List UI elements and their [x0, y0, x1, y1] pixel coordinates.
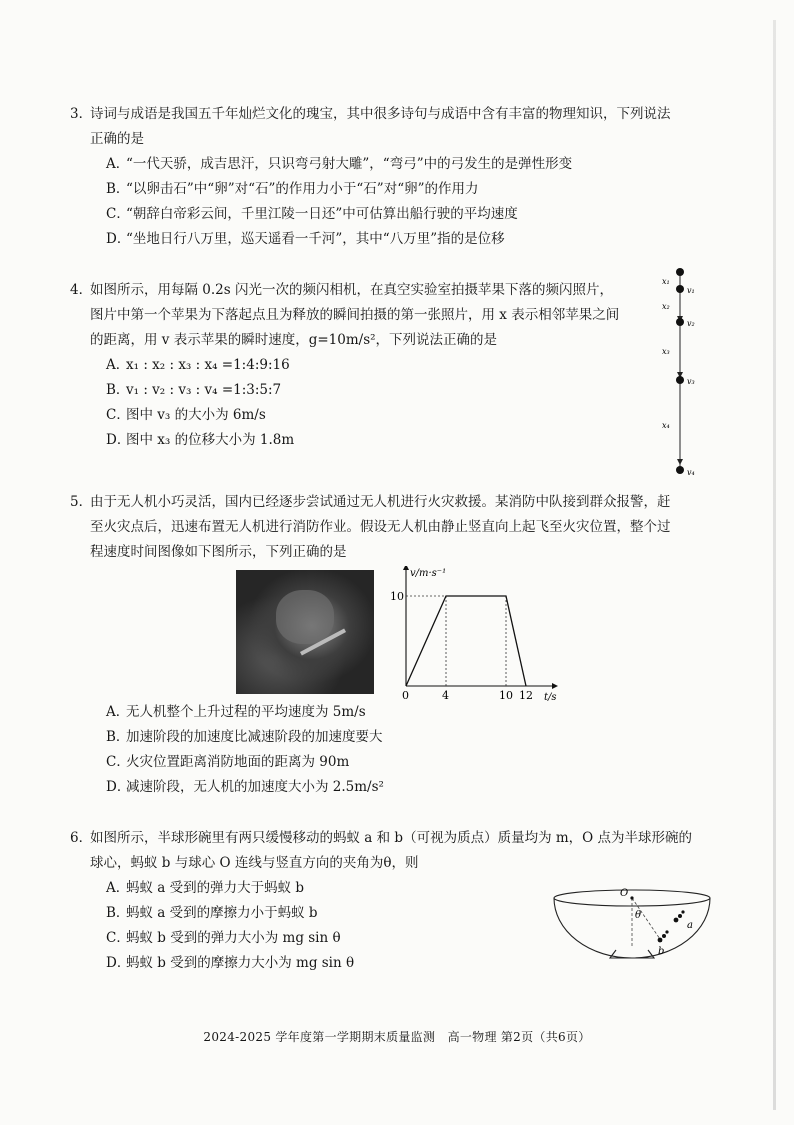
option-label: D． — [106, 432, 131, 448]
option-c — [70, 202, 710, 227]
stem-line: 如图所示，用每隔 0.2s 闪光一次的频闪相机，在真空实验室拍摄苹果下落的频闪照片， — [90, 282, 613, 298]
apple-icon — [676, 285, 684, 293]
option-text: “朝辞白帝彩云间，千里江陵一日还”中可估算出船行驶的平均速度 — [126, 206, 518, 222]
option-label: C． — [106, 206, 130, 222]
option-text: 减速阶段，无人机的加速度大小为 2.5m/s² — [126, 779, 384, 795]
option-c — [70, 750, 710, 775]
x-axis-label: t/s — [544, 692, 557, 702]
x-tick-label: 0 — [402, 689, 409, 702]
question-4-stem — [70, 278, 650, 353]
x-tick-label: 10 — [499, 689, 513, 702]
apple-icon — [676, 268, 684, 276]
option-a — [70, 353, 650, 378]
stem-line: 如图所示，半球形碗里有两只缓慢移动的蚂蚁 a 和 b（可视为质点）质量均为 m，O 点为半球形碗的 — [90, 830, 693, 846]
option-text: 蚂蚁 a 受到的摩擦力小于蚂蚁 b — [126, 905, 318, 921]
label-v1: v₁ — [687, 286, 695, 295]
question-5-options — [70, 700, 710, 800]
question-number: 5． — [70, 494, 93, 510]
question-6-stem — [70, 826, 710, 876]
option-text: v₁ : v₂ : v₃ : v₄ =1:3:5:7 — [126, 382, 282, 398]
x-axis-arrow — [552, 683, 558, 689]
option-label: B． — [106, 382, 130, 398]
option-b — [70, 177, 710, 202]
option-text: 蚂蚁 a 受到的弹力大于蚂蚁 b — [126, 880, 305, 896]
y-axis-arrow — [403, 566, 409, 570]
stem-line: 由于无人机小巧灵活，国内已经逐步尝试通过无人机进行火灾救援。某消防中队接到群众报警，赶 — [90, 494, 671, 510]
stem-line: 至火灾点后，迅速布置无人机进行消防作业。假设无人机由静止竖直向上起飞至火灾位置，整个过 — [90, 519, 671, 535]
x-tick-label: 4 — [442, 689, 449, 702]
label-o: O — [620, 888, 629, 899]
option-a — [70, 700, 710, 725]
option-label: C． — [106, 930, 130, 946]
option-label: C． — [106, 754, 130, 770]
option-label: B． — [106, 905, 130, 921]
question-number: 6． — [70, 830, 93, 846]
page-footer: 2024-2025 学年度第一学期期末质量监测 高一物理 第2页（共6页） — [203, 1030, 591, 1044]
option-text: “以卵击石”中“卵”对“石”的作用力小于“石”对“卵”的作用力 — [126, 181, 479, 197]
label-b: b — [658, 946, 665, 957]
ant-a-icon — [674, 910, 685, 922]
option-a — [70, 152, 710, 177]
label-theta: θ — [635, 910, 642, 921]
stem-line: 球心，蚂蚁 b 与球心 O 连线与竖直方向的夹角为θ，则 — [90, 855, 419, 871]
question-3-stem — [70, 102, 710, 152]
option-text: 蚂蚁 b 受到的弹力大小为 mg sin θ — [126, 930, 341, 946]
option-d — [70, 227, 710, 252]
option-text: 无人机整个上升过程的平均速度为 5m/s — [126, 704, 366, 720]
stem-line: 程速度时间图像如下图所示，下列正确的是 — [90, 544, 347, 560]
question-5-stem — [70, 490, 710, 565]
x-tick-label: 12 — [519, 689, 533, 702]
label-v2: v₂ — [687, 319, 695, 328]
label-v3: v₃ — [687, 377, 695, 386]
option-label: A． — [106, 704, 130, 720]
ant-b-icon — [658, 930, 669, 942]
option-text: x₁ : x₂ : x₃ : x₄ =1:4:9:16 — [126, 357, 290, 373]
option-text: 图中 x₃ 的位移大小为 1.8m — [126, 432, 295, 448]
apple-strobe-figure — [650, 264, 710, 480]
option-text: 图中 v₃ 的大小为 6m/s — [126, 407, 266, 423]
option-label: A． — [106, 156, 130, 172]
option-label: D． — [106, 231, 131, 247]
drone-photo — [236, 570, 374, 694]
stem-line: 的距离，用 v 表示苹果的瞬时速度，g=10m/s²，下列说法正确的是 — [90, 332, 498, 348]
stem-line: 图片中第一个苹果为下落起点且为释放的瞬间拍摄的第一张照片，用 x 表示相邻苹果之间 — [90, 307, 620, 323]
option-label: D． — [106, 955, 131, 971]
label-v4: v₄ — [687, 468, 695, 477]
vt-graph — [388, 566, 568, 702]
question-number: 3． — [70, 106, 93, 122]
label-x3: x₃ — [662, 347, 670, 356]
option-b — [70, 378, 650, 403]
option-label: A． — [106, 357, 130, 373]
stem-line: 诗词与成语是我国五千年灿烂文化的瑰宝，其中很多诗句与成语中含有丰富的物理知识，下列说法 — [90, 106, 671, 122]
label-x2: x₂ — [662, 302, 670, 311]
option-text: “一代天骄，成吉思汗，只识弯弓射大雕”，“弯弓”中的弓发生的是弹性形变 — [126, 156, 573, 172]
option-d — [70, 428, 650, 453]
question-number: 4． — [70, 282, 93, 298]
center-point — [630, 896, 633, 899]
option-text: 加速阶段的加速度比减速阶段的加速度要大 — [126, 729, 383, 745]
option-text: “坐地日行八万里，巡天遥看一千河”，其中“八万里”指的是位移 — [126, 231, 505, 247]
bowl-figure — [550, 884, 716, 966]
option-b — [70, 725, 710, 750]
option-label: B． — [106, 729, 130, 745]
velocity-series-line — [406, 596, 526, 686]
option-label: A． — [106, 880, 130, 896]
apple-icon — [676, 318, 684, 326]
y-axis-label: v/m·s⁻¹ — [410, 568, 447, 579]
option-label: B． — [106, 181, 130, 197]
question-4 — [70, 278, 650, 453]
scan-edge — [773, 20, 776, 1110]
y-tick-label: 10 — [390, 590, 404, 603]
apple-icon — [676, 466, 684, 474]
label-x4: x₄ — [662, 421, 670, 430]
option-c — [70, 403, 650, 428]
apple-icon — [676, 376, 684, 384]
option-text: 火灾位置距离消防地面的距离为 90m — [126, 754, 350, 770]
stem-line: 正确的是 — [90, 131, 144, 147]
option-text: 蚂蚁 b 受到的摩擦力大小为 mg sin θ — [126, 955, 355, 971]
label-a: a — [687, 920, 693, 931]
option-d — [70, 775, 710, 800]
option-label: C． — [106, 407, 130, 423]
question-3 — [70, 102, 710, 252]
option-label: D． — [106, 779, 131, 795]
question-5 — [70, 490, 710, 565]
label-x1: x₁ — [662, 277, 670, 286]
